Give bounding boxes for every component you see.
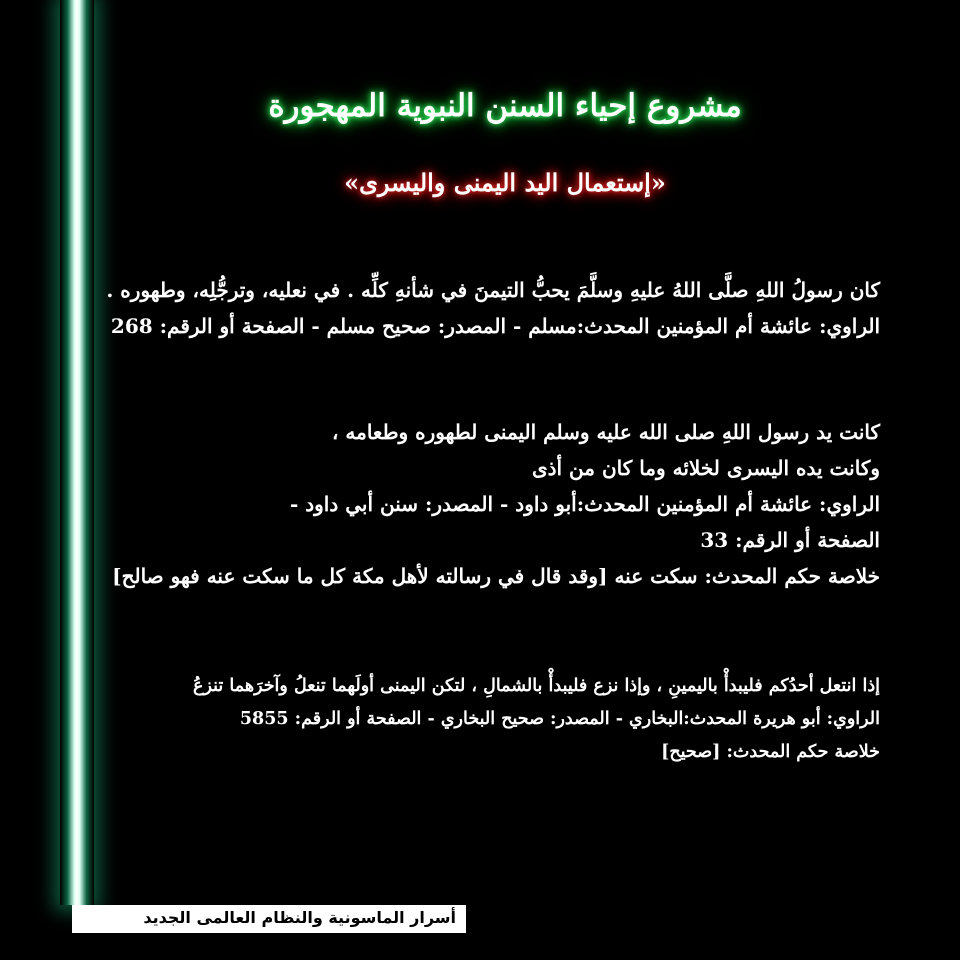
hadith-2-source-line-1: الراوي: عائشة أم المؤمنين المحدث:أبو داود - المصدر: سنن أبي داود -: [289, 492, 880, 516]
footer-label: أسرار الماسونية والنظام العالمى الجديد: [143, 908, 456, 927]
hadith-3-source: الراوي: أبو هريرة المحدث:البخاري - المصدر: صحيح البخاري - الصفحة أو الرقم: 5855: [239, 709, 880, 729]
poster-title: مشروع إحياء السنن النبوية المهجورة: [268, 88, 742, 124]
hadith-3-ruling: خلاصة حكم المحدث: [صحيح]: [661, 742, 880, 762]
hadith-1-source: الراوي: عائشة أم المؤمنين المحدث:مسلم - المصدر: صحيح مسلم - الصفحة أو الرقم: 268: [110, 314, 880, 338]
hadith-1-text: كان رسولُ اللهِ صلَّى اللهُ عليهِ وسلَّمَ يحبُّ التيمنَ في شأنهِ كلِّه . في نعليه، وترجُّلِه، وطهوره .: [106, 278, 880, 302]
hadith-2-text-line-2: وكانت يده اليسرى لخلائه وما كان من أذى: [531, 456, 880, 480]
hadith-2-text-line-1: كانت يد رسول اللهِ صلى الله عليه وسلم اليمنى لطهوره وطعامه ،: [331, 420, 880, 444]
footer-banner: [72, 905, 466, 933]
neon-light-bar: [60, 0, 94, 905]
hadith-2-ruling: خلاصة حكم المحدث: سكت عنه [وقد قال في رسالته لأهل مكة كل ما سكت عنه فهو صالح]: [112, 564, 880, 588]
hadith-block-2: [112, 414, 880, 594]
hadith-3-text: إذا انتعل أحدُكم فليبدأْ باليمينِ ، وإذا نزع فليبدأْ بالشمالِ ، لتكن اليمنى أولَهما تنعلُ وآخرَهما تنزعُ: [193, 676, 880, 696]
hadith-2-source-line-2: الصفحة أو الرقم: 33: [700, 528, 880, 552]
poster-subtitle: «إستعمال اليد اليمنى واليسرى»: [344, 168, 666, 197]
hadith-block-3: [150, 670, 880, 769]
hadith-block-1: [106, 272, 880, 344]
